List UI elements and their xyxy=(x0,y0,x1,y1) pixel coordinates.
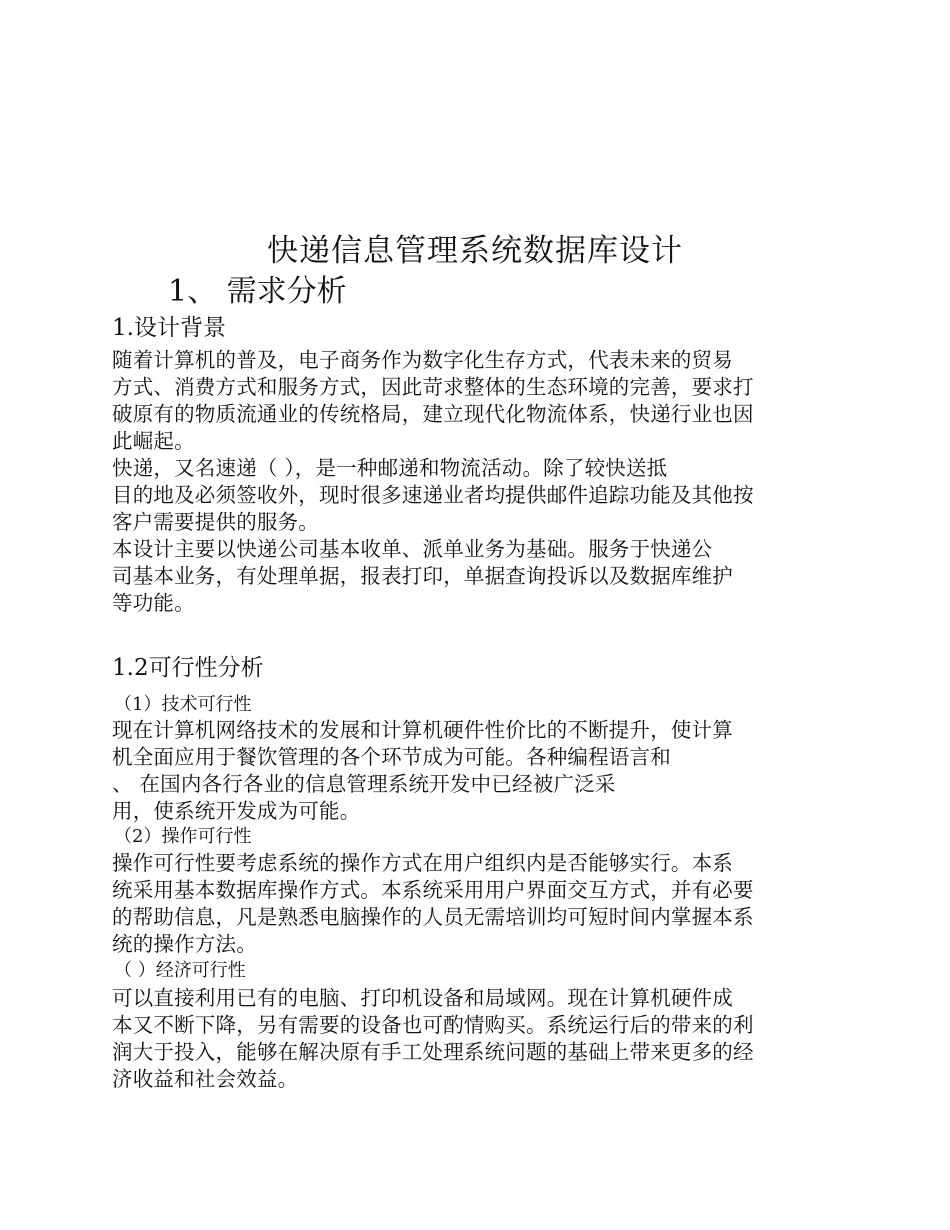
text-line: 客户需要提供的服务。 xyxy=(112,510,319,534)
text-line: 济收益和社会效益。 xyxy=(112,1067,299,1091)
technical-feasibility-heading: （1）技术可行性 xyxy=(114,694,252,715)
background-paragraph-3 xyxy=(112,536,852,617)
text-line: 随着计算机的普及，电子商务作为数字化生存方式，代表未来的贸易 xyxy=(112,348,733,372)
text-line: 本又不断下降，另有需要的设备也可酌情购买。系统运行后的带来的利 xyxy=(112,1013,754,1037)
text-line: 目的地及必须签收外，现时很多速递业者均提供邮件追踪功能及其他按 xyxy=(112,483,754,507)
economic-feasibility-heading: （ ）经济可行性 xyxy=(114,960,246,981)
subsection-heading-feasibility: 1.2可行性分析 xyxy=(112,655,264,681)
economic-feasibility-paragraph xyxy=(112,985,852,1093)
text-line: 统的操作方法。 xyxy=(112,932,257,956)
section-heading-requirements: 1、 需求分析 xyxy=(168,274,347,309)
operational-feasibility-paragraph xyxy=(112,850,852,958)
text-line: 等功能。 xyxy=(112,591,195,615)
text-line: 、 在国内各行各业的信息管理系统开发中已经被广泛采 xyxy=(112,772,616,796)
background-paragraph-1 xyxy=(112,347,852,455)
technical-feasibility-paragraph xyxy=(112,717,852,825)
text-line: 破原有的物质流通业的传统格局，建立现代化物流体系，快递行业也因 xyxy=(112,402,754,426)
text-line: 司基本业务，有处理单据，报表打印，单据查询投诉以及数据库维护 xyxy=(112,564,733,588)
text-line: 的帮助信息，凡是熟悉电脑操作的人员无需培训均可短时间内掌握本系 xyxy=(112,905,754,929)
text-line: 现在计算机网络技术的发展和计算机硬件性价比的不断提升，使计算 xyxy=(112,718,733,742)
text-line: 润大于投入，能够在解决原有手工处理系统问题的基础上带来更多的经 xyxy=(112,1040,754,1064)
background-paragraph-2 xyxy=(112,455,852,536)
operational-feasibility-heading: （2）操作可行性 xyxy=(114,826,252,847)
text-line: 本设计主要以快递公司基本收单、派单业务为基础。服务于快递公 xyxy=(112,537,713,561)
text-line: 此崛起。 xyxy=(112,429,195,453)
text-line: 快递，又名速递（ ），是一种邮递和物流活动。除了较快送抵 xyxy=(112,456,668,480)
text-line: 用，使系统开发成为可能。 xyxy=(112,799,361,823)
text-line: 操作可行性要考虑系统的操作方式在用户组织内是否能够实行。本系 xyxy=(112,851,733,875)
text-line: 机全面应用于餐饮管理的各个环节成为可能。各种编程语言和 xyxy=(112,745,671,769)
text-line: 方式、消费方式和服务方式，因此苛求整体的生态环境的完善，要求打 xyxy=(112,375,754,399)
text-line: 统采用基本数据库操作方式。本系统采用用户界面交互方式，并有必要 xyxy=(112,878,754,902)
subsection-heading-background: 1.设计背景 xyxy=(112,315,226,341)
text-line: 可以直接利用已有的电脑、打印机设备和局域网。现在计算机硬件成 xyxy=(112,986,733,1010)
document-title: 快递信息管理系统数据库设计 xyxy=(267,233,683,269)
